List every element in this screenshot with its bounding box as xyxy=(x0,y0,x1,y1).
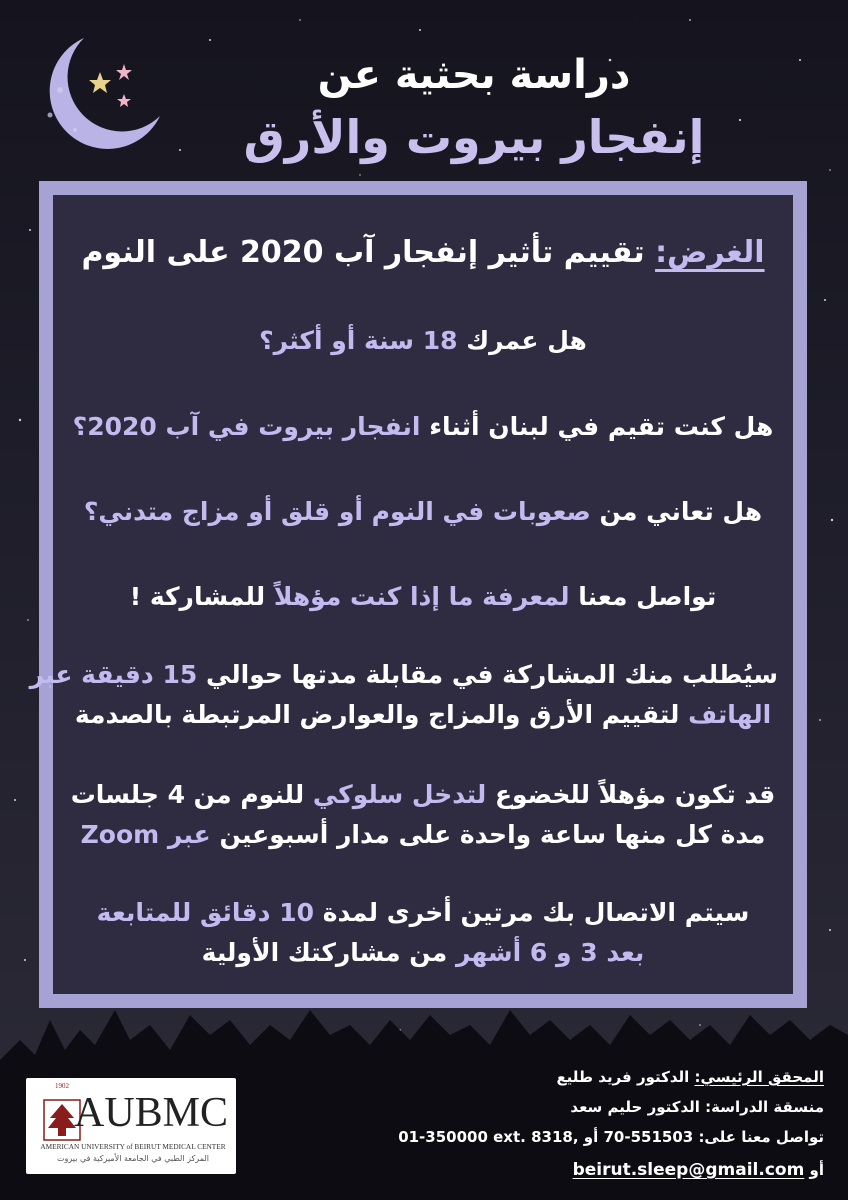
or-text-1: أو xyxy=(583,1128,599,1146)
pi-label: المحقق الرئيسي: xyxy=(694,1068,824,1086)
followup-text-end: من مشاركتك الأولية xyxy=(201,938,448,967)
crescent-moon-icon xyxy=(20,20,170,170)
followup-duration-highlight: 10 دقائق للمتابعة xyxy=(96,898,314,927)
question-age-highlight: 18 سنة أو أكثر؟ xyxy=(259,326,458,355)
purpose-text: تقييم تأثير إنفجار آب 2020 على النوم xyxy=(81,235,645,270)
coordinator-name: الدكتور حليم سعد xyxy=(570,1098,700,1116)
interview-phone-highlight: الهاتف xyxy=(688,700,772,729)
interview-line2 xyxy=(68,700,778,729)
question-residence-highlight: انفجار بيروت في آب 2020؟ xyxy=(72,412,421,441)
phone-2[interactable]: 01-350000 ext. 8318, xyxy=(398,1128,579,1146)
question-symptoms-highlight: صعوبات في النوم أو قلق أو مزاج متدني؟ xyxy=(83,497,591,526)
study-coordinator xyxy=(250,1098,824,1116)
intervention-duration-text: مدة كل منها ساعة واحدة على مدار أسبوعين xyxy=(219,820,766,849)
cta-text-start: تواصل معنا xyxy=(578,582,717,611)
intervention-highlight: لتدخل سلوكي xyxy=(312,780,487,809)
cta-highlight: لمعرفة ما إذا كنت مؤهلاً xyxy=(273,582,570,611)
followup-text: سيتم الاتصال بك مرتين أخرى لمدة xyxy=(322,898,750,927)
followup-line2 xyxy=(68,938,778,967)
logo-wordmark: AUBMC xyxy=(74,1090,229,1136)
question-residence xyxy=(68,412,778,441)
question-symptoms xyxy=(68,497,778,526)
intervention-text-end: للنوم من 4 جلسات xyxy=(70,780,305,809)
interview-text: سيُطلب منك المشاركة في مقابلة مدتها حوالي xyxy=(205,660,778,689)
call-to-action xyxy=(68,582,778,611)
followup-timing-highlight: بعد 3 و 6 أشهر xyxy=(455,938,645,967)
logo-year: 1902 xyxy=(55,1082,69,1090)
intervention-line2 xyxy=(68,820,778,849)
question-symptoms-text: هل تعاني من xyxy=(599,497,763,526)
question-age-text: هل عمرك xyxy=(466,326,587,355)
coordinator-label: منسقة الدراسة: xyxy=(705,1098,824,1116)
email-link[interactable]: beirut.sleep@gmail.com xyxy=(572,1160,805,1180)
intervention-zoom-highlight: عبر Zoom xyxy=(80,820,211,849)
pi-name: الدكتور فريد طليع xyxy=(556,1068,690,1086)
logo-subtitle: AMERICAN UNIVERSITY of BEIRUT MEDICAL CENTER xyxy=(40,1142,226,1151)
intervention-line1 xyxy=(68,780,778,809)
poster-title-line1: دراسة بحثية عن xyxy=(317,52,631,98)
question-residence-text: هل كنت تقيم في لبنان أثناء xyxy=(429,412,774,441)
principal-investigator xyxy=(250,1068,824,1086)
interview-line1 xyxy=(29,660,778,689)
purpose-statement xyxy=(68,235,778,270)
contact-phones xyxy=(250,1128,824,1146)
contact-label: تواصل معنا على: xyxy=(698,1128,824,1146)
poster-title-line2: إنفجار بيروت والأرق xyxy=(243,110,705,164)
interview-purpose-text: لتقييم الأرق والمزاج والعوارض المرتبطة بالصدمة xyxy=(74,700,680,729)
or-text-2: أو xyxy=(809,1161,824,1179)
interview-duration-highlight: 15 دقيقة عبر xyxy=(29,660,198,689)
cta-text-end: للمشاركة ! xyxy=(129,582,266,611)
question-age xyxy=(68,326,778,355)
phone-1[interactable]: 70-551503 xyxy=(603,1128,694,1146)
aubmc-logo xyxy=(26,1078,236,1174)
intervention-text-start: قد تكون مؤهلاً للخضوع xyxy=(494,780,776,809)
contact-email-row xyxy=(250,1160,824,1180)
purpose-label: الغرض: xyxy=(655,235,765,270)
logo-subtitle-arabic: المركز الطبي في الجامعة الأميركية في بيروت xyxy=(56,1154,210,1163)
followup-line1 xyxy=(68,898,778,927)
